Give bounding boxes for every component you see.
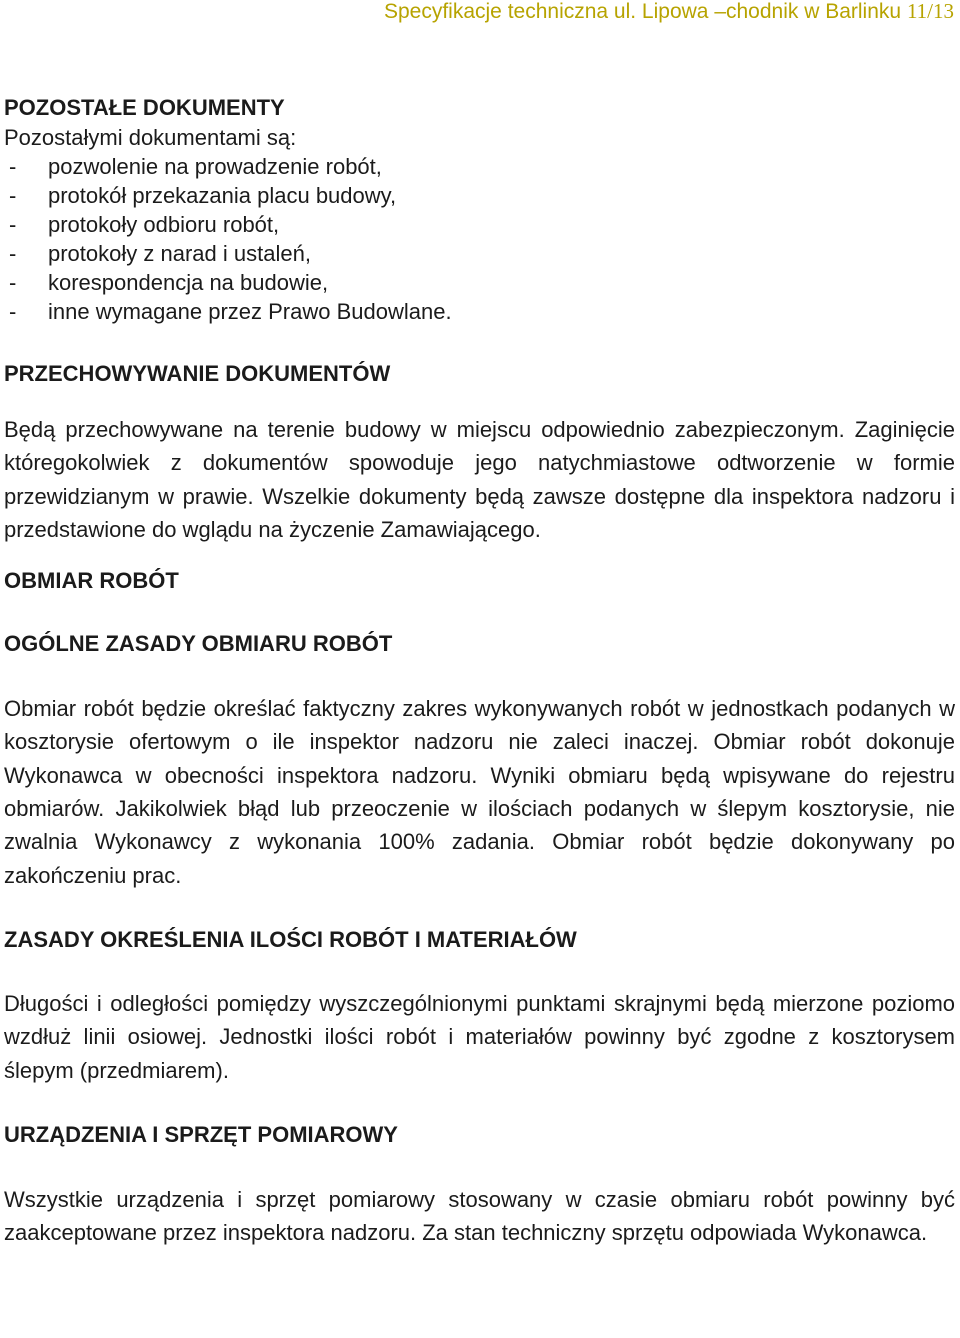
list-dash: - [9, 299, 17, 324]
list-dash: - [9, 270, 17, 295]
list-item [4, 268, 955, 297]
list-item [4, 297, 955, 326]
list-item-text: protokół przekazania placu budowy, [48, 183, 397, 208]
heading-urzadzenia: URZĄDZENIA I SPRZĘT POMIAROWY [4, 1121, 398, 1147]
heading-ogolne-zasady: OGÓLNE ZASADY OBMIARU ROBÓT [4, 631, 393, 657]
list-item-text: pozwolenie na prowadzenie robót, [48, 154, 382, 179]
paragraph-przechowywanie: Będą przechowywane na terenie budowy w miejscu odpowiednio zabezpieczonym. Zaginięcie któregokolwiek z dokumentów spowoduje jego natychmiastowe odtworzenie w formie przewidzianym w prawie. Wszelkie dokumenty będą zawsze dostępne dla inspektora nadzoru i przedstawione do wglądu na życzenie Zamawiającego. [4, 417, 955, 542]
list-dash: - [9, 183, 17, 208]
list-intro: Pozostałymi dokumentami są: [4, 125, 297, 150]
list-item [4, 210, 955, 239]
list-item-text: inne wymagane przez Prawo Budowlane. [48, 299, 452, 324]
list-dash: - [9, 212, 17, 237]
list-item-text: korespondencja na budowie, [48, 270, 329, 295]
list-item [4, 181, 955, 210]
header-title: Specyfikacje techniczna ul. Lipowa –chodnik w Barlinku [383, 0, 902, 23]
heading-zasady-okreslenia: ZASADY OKREŚLENIA ILOŚCI ROBÓT I MATERIAŁÓW [4, 926, 577, 952]
list-dash: - [9, 154, 17, 179]
list-item [4, 152, 955, 181]
paragraph-ogolne-zasady: Obmiar robót będzie określać faktyczny zakres wykonywanych robót w jednostkach podanych w kosztorysie ofertowym o ile inspektor nadzoru nie zaleci inaczej. Obmiar robót dokonuje Wykonawca w obecności inspektora nadzoru. Wyniki obmiaru będą wpisywane do rejestru obmiarów. Jakikolwiek błąd lub przeoczenie w ilościach podanych w ślepym kosztorysie, nie zwalnia Wykonawcy z wykonania 100% zadania. Obmiar robót będzie dokonywany po zakończeniu prac. [4, 696, 955, 888]
heading-pozostale-dokumenty: POZOSTAŁE DOKUMENTY [4, 95, 285, 120]
list-item [4, 239, 955, 268]
list-item-text: protokoły odbioru robót, [48, 212, 280, 237]
document-body [4, 93, 955, 1249]
heading-obmiar-robot: OBMIAR ROBÓT [4, 568, 179, 594]
list-item-text: protokoły z narad i ustaleń, [48, 241, 311, 266]
page-header [384, 0, 954, 22]
page-number: 11/13 [906, 0, 954, 23]
paragraph-zasady-okreslenia: Długości i odległości pomiędzy wyszczególnionymi punktami skrajnymi będą mierzone poziomo wzdłuż linii osiowej. Jednostki ilości robót i materiałów powinny być zgodne z kosztorysem ślepym (przedmiarem). [4, 990, 955, 1083]
list-dash: - [9, 241, 17, 266]
heading-przechowywanie: PRZECHOWYWANIE DOKUMENTÓW [4, 361, 391, 386]
paragraph-urzadzenia: Wszystkie urządzenia i sprzęt pomiarowy stosowany w czasie obmiaru robót powinny być zaakceptowane przez inspektora nadzoru. Za stan techniczny sprzętu odpowiada Wykonawca. [4, 1186, 955, 1246]
documents-list [4, 152, 955, 326]
